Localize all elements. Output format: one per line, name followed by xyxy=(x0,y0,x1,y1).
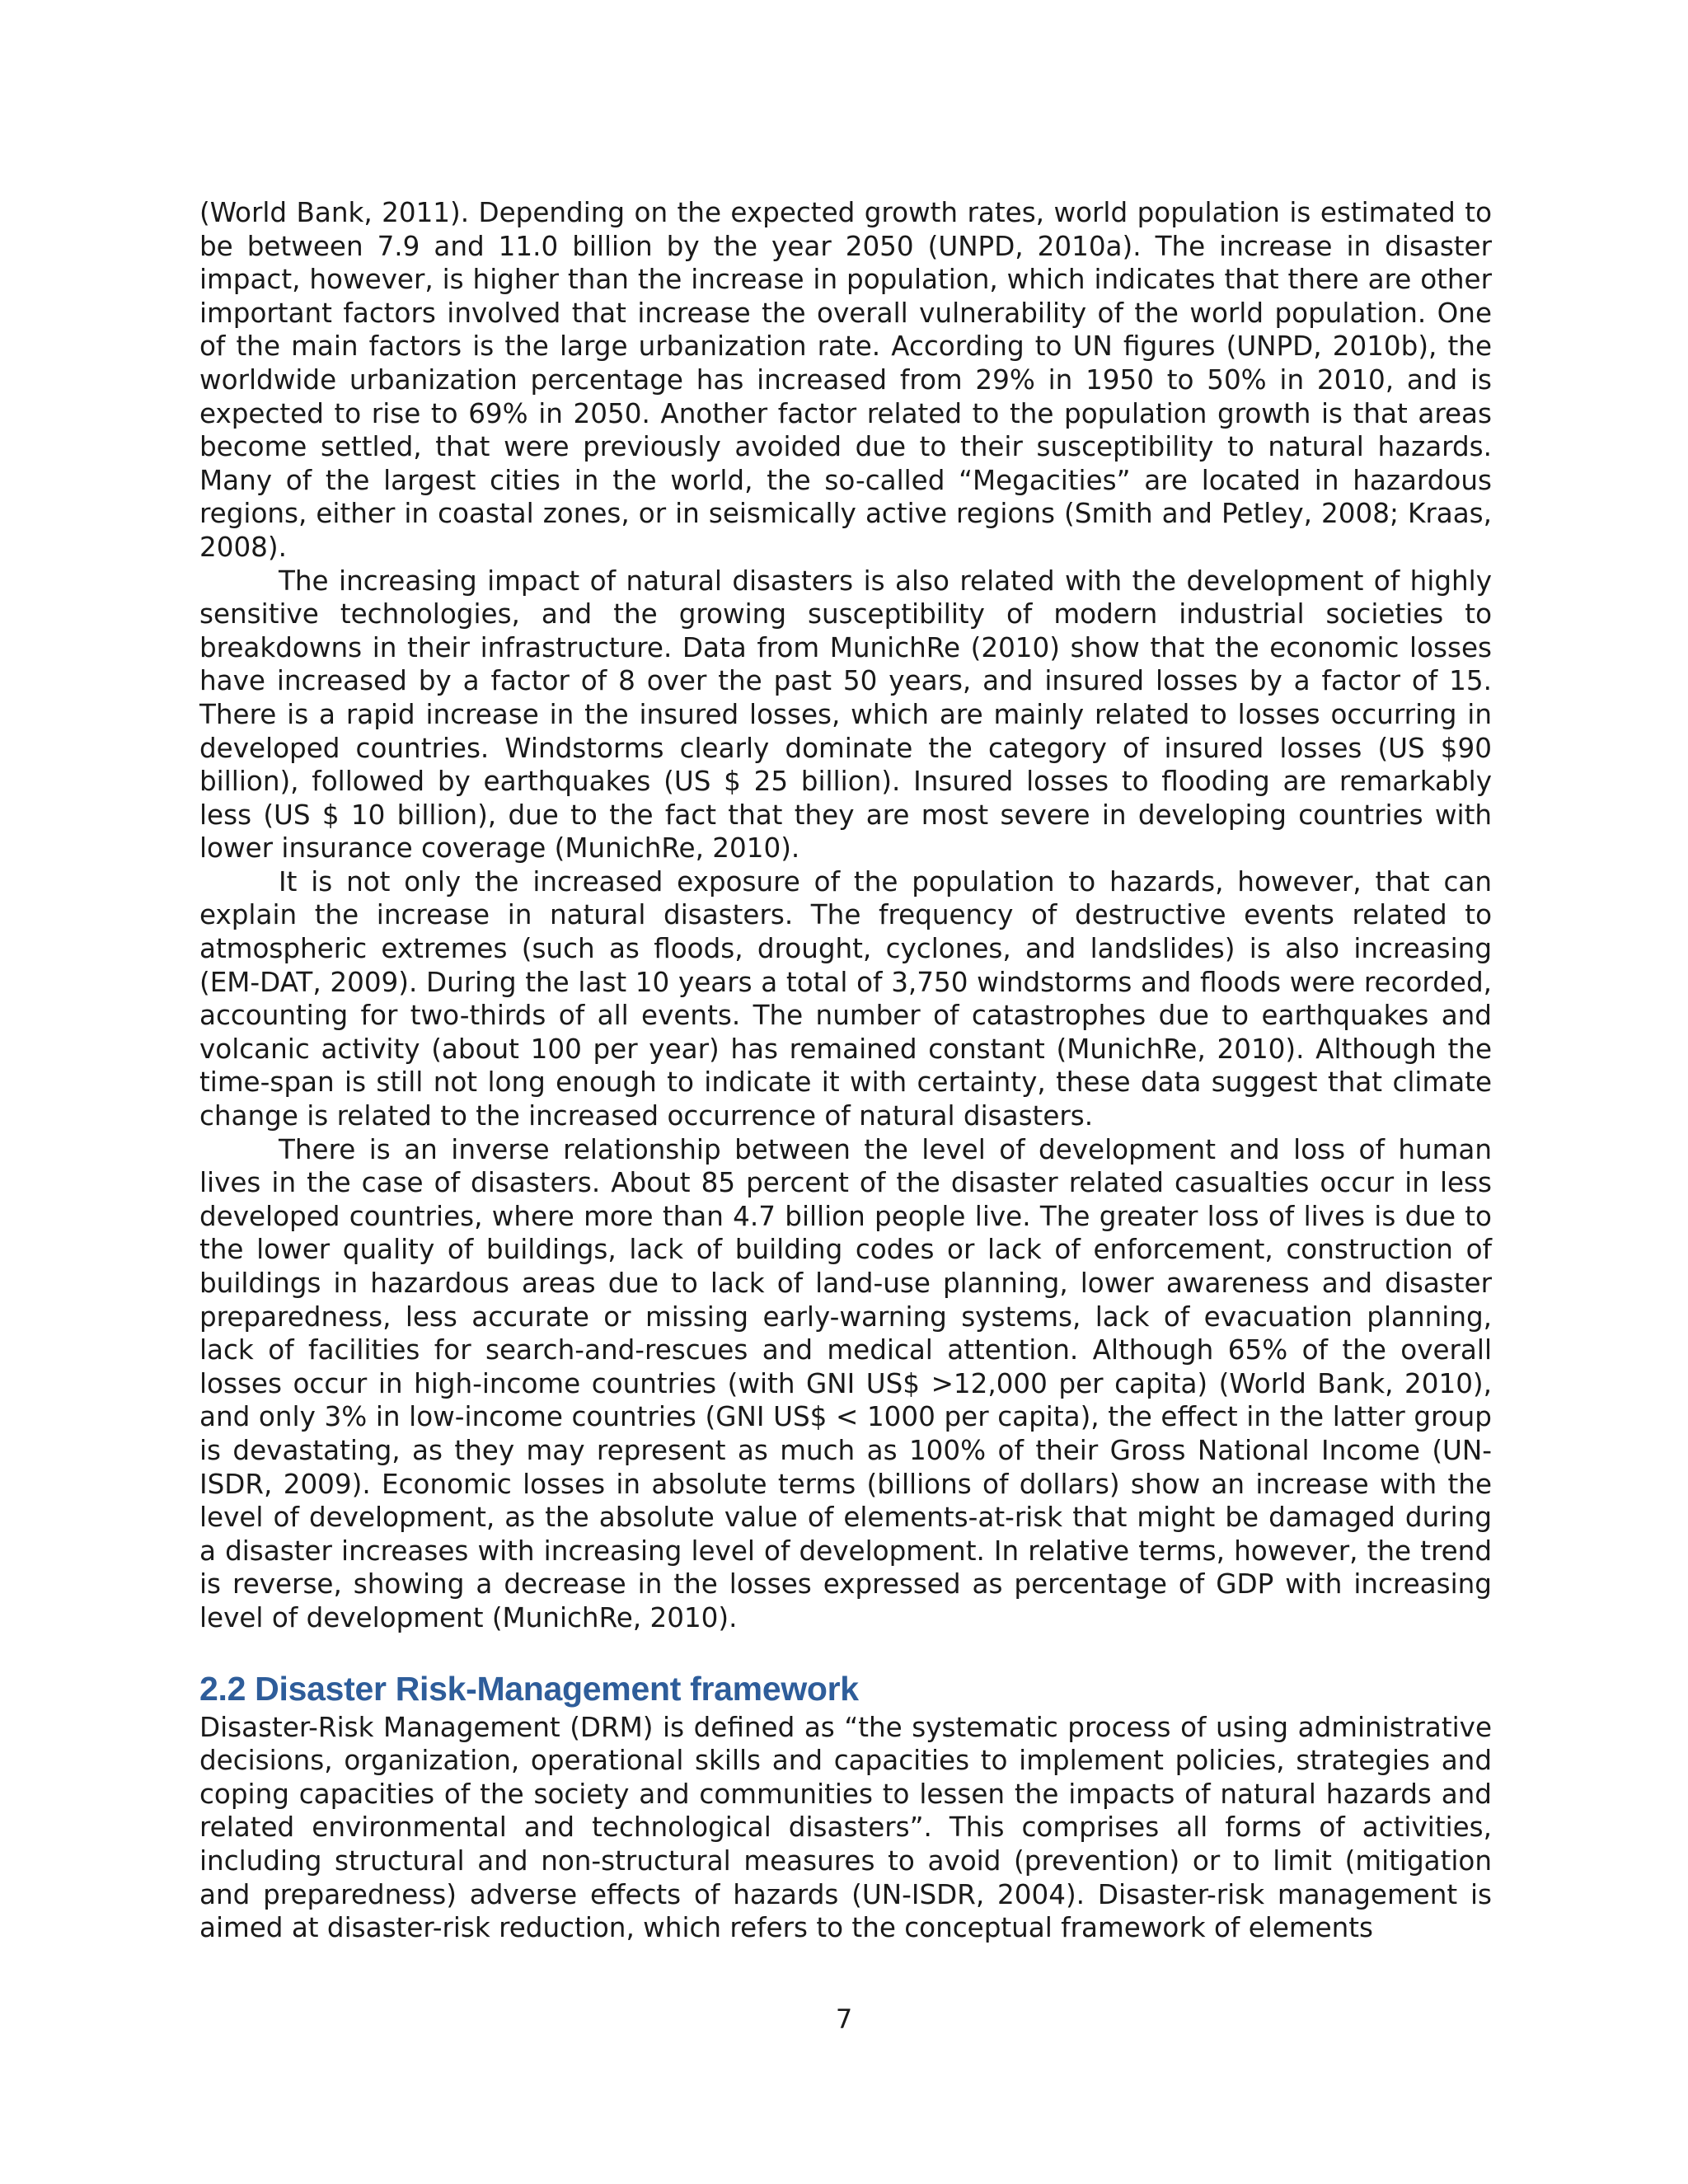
section-heading: 2.2 Disaster Risk-Management framework xyxy=(199,1669,859,1708)
body-paragraph-1: (World Bank, 2011). Depending on the expected growth rates, world population is estimated to be between 7.9 and 11.0 billion by the year 2050 (UNPD, 2010a). The increase in disaster impact, however, is higher than the increase in population, which indicates that there are other important factors involved that increase the overall vulnerability of the world population. One of the main factors is the large urbanization rate. According to UN figures (UNPD, 2010b), the worldwide urbanization percentage has increased from 29% in 1950 to 50% in 2010, and is expected to rise to 69% in 2050. Another factor related to the population growth is that areas become settled, that were previously avoided due to their susceptibility to natural hazards. Many of the largest cities in the world, the so-called “Megacities” are located in hazardous regions, either in coastal zones, or in seismically active regions (Smith and Petley, 2008; Kraas, 2008). xyxy=(199,197,1492,563)
body-paragraph-3: It is not only the increased exposure of the population to hazards, however, that can explain the increase in natural disasters. The frequency of destructive events related to atmospheric extremes (such as floods, drought, cyclones, and landslides) is also increasing (EM-DAT, 2009). During the last 10 years a total of 3,750 windstorms and floods were recorded, accounting for two-thirds of all events. The number of catastrophes due to earthquakes and volcanic activity (about 100 per year) has remained constant (MunichRe, 2010). Although the time-span is still not long enough to indicate it with certainty, these data suggest that climate change is related to the increased occurrence of natural disasters. xyxy=(199,865,1492,1132)
body-paragraph-2: The increasing impact of natural disasters is also related with the development of highly sensitive technologies, and the growing susceptibility of modern industrial societies to breakdowns in their infrastructure. Data from MunichRe (2010) show that the economic losses have increased by a factor of 8 over the past 50 years, and insured losses by a factor of 15. There is a rapid increase in the insured losses, which are mainly related to losses occurring in developed countries. Windstorms clearly dominate the category of insured losses (US $90 billion), followed by earthquakes (US $ 25 billion). Insured losses to flooding are remarkably less (US $ 10 billion), due to the fact that they are most severe in developing countries with lower insurance coverage (MunichRe, 2010). xyxy=(199,565,1492,865)
section-paragraph: Disaster-Risk Management (DRM) is defined as “the systematic process of using administrative decisions, organization, operational skills and capacities to implement policies, strategies and coping capacities of the society and communities to lessen the impacts of natural hazards and related environmental and technological disasters”. This comprises all forms of activities, including structural and non-structural measures to avoid (prevention) or to limit (mitigation and preparedness) adverse effects of hazards (UN-ISDR, 2004). Disaster-risk management is aimed at disaster-risk reduction, which refers to the conceptual framework of elements xyxy=(199,1711,1492,1944)
body-paragraph-4: There is an inverse relationship between the level of development and loss of human lives in the case of disasters. About 85 percent of the disaster related casualties occur in less developed countries, where more than 4.7 billion people live. The greater loss of lives is due to the lower quality of buildings, lack of building codes or lack of enforcement, construction of buildings in hazardous areas due to lack of land-use planning, lower awareness and disaster preparedness, less accurate or missing early-warning systems, lack of evacuation planning, lack of facilities for search-and-rescues and medical attention. Although 65% of the overall losses occur in high-income countries (with GNI US$ >12,000 per capita) (World Bank, 2010), and only 3% in low-income countries (GNI US$ < 1000 per capita), the effect in the latter group is devastating, as they may represent as much as 100% of their Gross National Income (UN-ISDR, 2009). Economic losses in absolute terms (billions of dollars) show an increase with the level of development, as the absolute value of elements-at-risk that might be damaged during a disaster increases with increasing level of development. In relative terms, however, the trend is reverse, showing a decrease in the losses expressed as percentage of GDP with increasing level of development (MunichRe, 2010). xyxy=(199,1133,1492,1633)
page-number: 7 xyxy=(835,2004,853,2035)
page-content xyxy=(199,196,1492,1945)
